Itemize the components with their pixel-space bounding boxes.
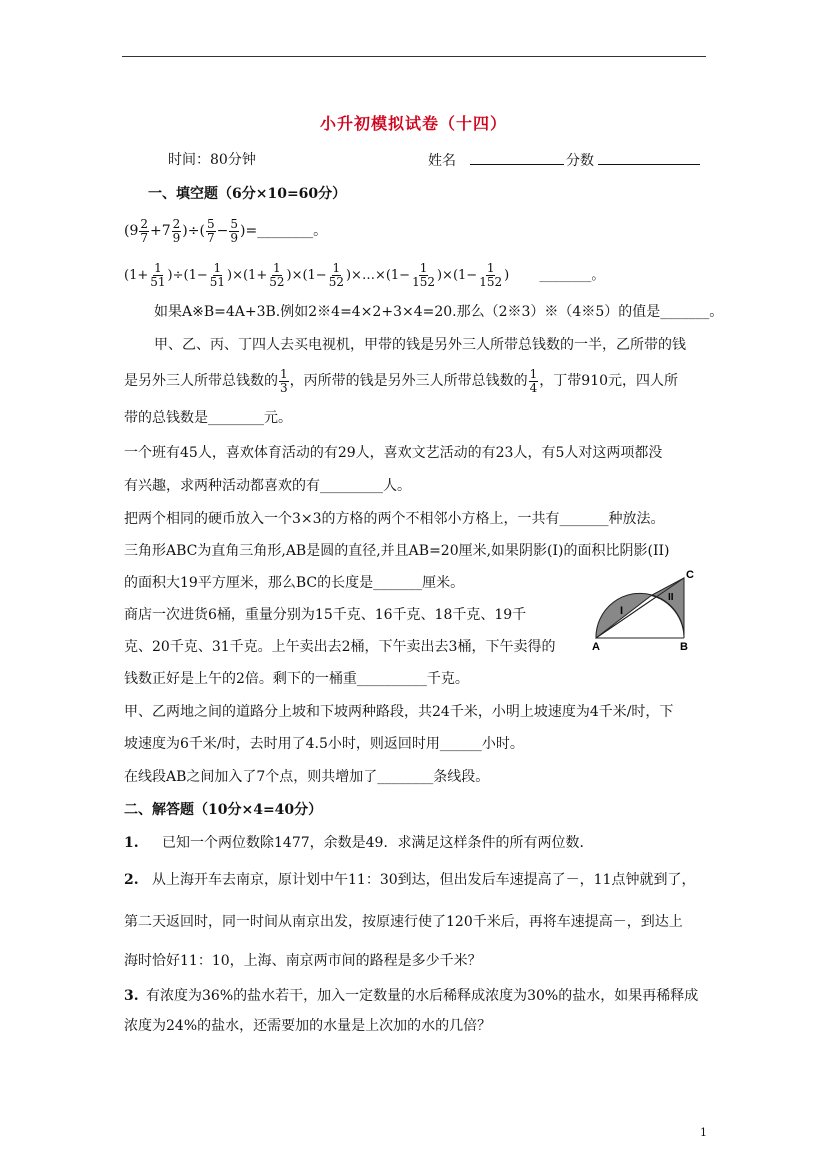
q7-line1: 三角形ABC为直角三角形,AB是圆的直径,并且AB=20厘米,如果阴影(I)的面积比阴影(II)	[124, 543, 670, 559]
label-i: I	[620, 605, 624, 617]
name-label: 姓名	[428, 153, 456, 169]
q1-formula: (9 $\frac{2}{7}$ +7 $\frac{2}{9}$ )÷( $\frac{5}{7}$ − $\frac{5}{9}$ )=________。	[124, 216, 328, 245]
score-field	[566, 150, 700, 171]
page-number: 1	[700, 1126, 707, 1139]
q8-line3: 钱数正好是上午的2倍。剩下的一桶重__________千克。	[124, 671, 469, 687]
shaded-region-i	[596, 593, 652, 638]
q9-line2: 坡速度为6千米/时，去时用了4.5小时，则返回时用______小时。	[124, 736, 524, 752]
p3-number: 3.	[124, 988, 139, 1004]
p1-number: 1.	[124, 835, 139, 851]
score-label: 分数	[566, 153, 594, 169]
q5-line1: 一个班有45人，喜欢体育活动的有29人，喜欢文艺活动的有23人，有5人对这两项都没	[124, 445, 663, 461]
p2-line1: 从上海开车去南京，原计划中午11：30到达，但出发后车速提高了－，11点钟就到了，	[152, 872, 696, 888]
q4-line1: 甲、乙、丙、丁四人去买电视机，甲带的钱是另外三人所带总钱数的一半，乙所带的钱	[154, 337, 686, 353]
q4-line3: 带的总钱数是________元。	[124, 410, 292, 426]
q5-line2: 有兴趣，求两种活动都喜欢的有_________人。	[124, 478, 411, 494]
q6-text: 把两个相同的硬币放入一个3×3的方格的两个不相邻小方格上，一共有_______种放法。	[124, 511, 665, 527]
header-rule	[122, 56, 706, 57]
q9-line1: 甲、乙两地之间的道路分上坡和下坡两种路段，共24千米，小明上坡速度为4千米/时，下	[124, 704, 674, 720]
p1-text: 已知一个两位数除1477，余数是49．求满足这样条件的所有两位数．	[162, 835, 594, 851]
label-b: B	[680, 641, 688, 653]
q2-answer-blank: ________。	[539, 268, 605, 283]
shaded-region-ii	[652, 578, 684, 638]
q4-line2: 是另外三人所带总钱数的 $\frac{1}{3}$ ，丙所带的钱是另外三人所带总钱数的 $\frac{1}{4}$ ，丁带910元，四人所	[124, 366, 679, 395]
q1-answer-blank: =________。	[245, 223, 328, 239]
score-blank	[598, 150, 700, 165]
label-ii: II	[668, 592, 674, 603]
label-a: A	[592, 641, 600, 653]
p2-line2: 第二天返回时，同一时间从南京出发，按原速行使了120千米后，再将车速提高－，到达上	[124, 914, 683, 930]
q7-line2: 的面积大19平方厘米，那么BC的长度是_______厘米。	[124, 575, 465, 591]
q10-text: 在线段AB之间加入了7个点，则共增加了________条线段。	[124, 769, 490, 785]
p3-line2: 浓度为24%的盐水，还需要加的水量是上次加的水的几倍？	[124, 1018, 492, 1034]
p3-line1: 有浓度为36%的盐水若干，加入一定数量的水后稀释成浓度为30%的盐水，如果再稀释成	[146, 988, 699, 1004]
q8-line2: 克、20千克、31千克。上午卖出去2桶，下午卖出去3桶，下午卖得的	[124, 639, 556, 655]
p2-line3: 海时恰好11：10，上海、南京两市间的路程是多少千米？	[124, 953, 482, 969]
triangle-semicircle-figure	[590, 568, 700, 654]
q2-formula: (1+ $\frac{1}{51}$ )÷(1− $\frac{1}{51}$ )×(1+ $\frac{1}{52}$ )×(1− $\frac{1}{52}$ )×…×(1− $\frac{1}{152}$ )×(1− $\frac{1}{152}$ ) ________。	[124, 261, 605, 289]
label-c: C	[686, 569, 694, 581]
page-title: 小升初模拟试卷（十四）	[319, 114, 507, 133]
q3-text: 如果A※B=4A+3B.例如2※4=4×2+3×4=20.那么（2※3）※（4※5）的值是_______。	[154, 304, 724, 320]
q8-line1: 商店一次进货6桶，重量分别为15千克、16千克、18千克、19千	[124, 607, 527, 623]
p2-number: 2.	[124, 872, 139, 888]
section2-heading: 二、解答题（10分×4=40分）	[124, 802, 323, 818]
name-blank	[470, 150, 564, 165]
section1-heading: 一、填空题（6分×10=60分）	[148, 186, 347, 202]
time-label: 时间：80分钟	[168, 152, 256, 168]
name-field	[428, 150, 564, 171]
